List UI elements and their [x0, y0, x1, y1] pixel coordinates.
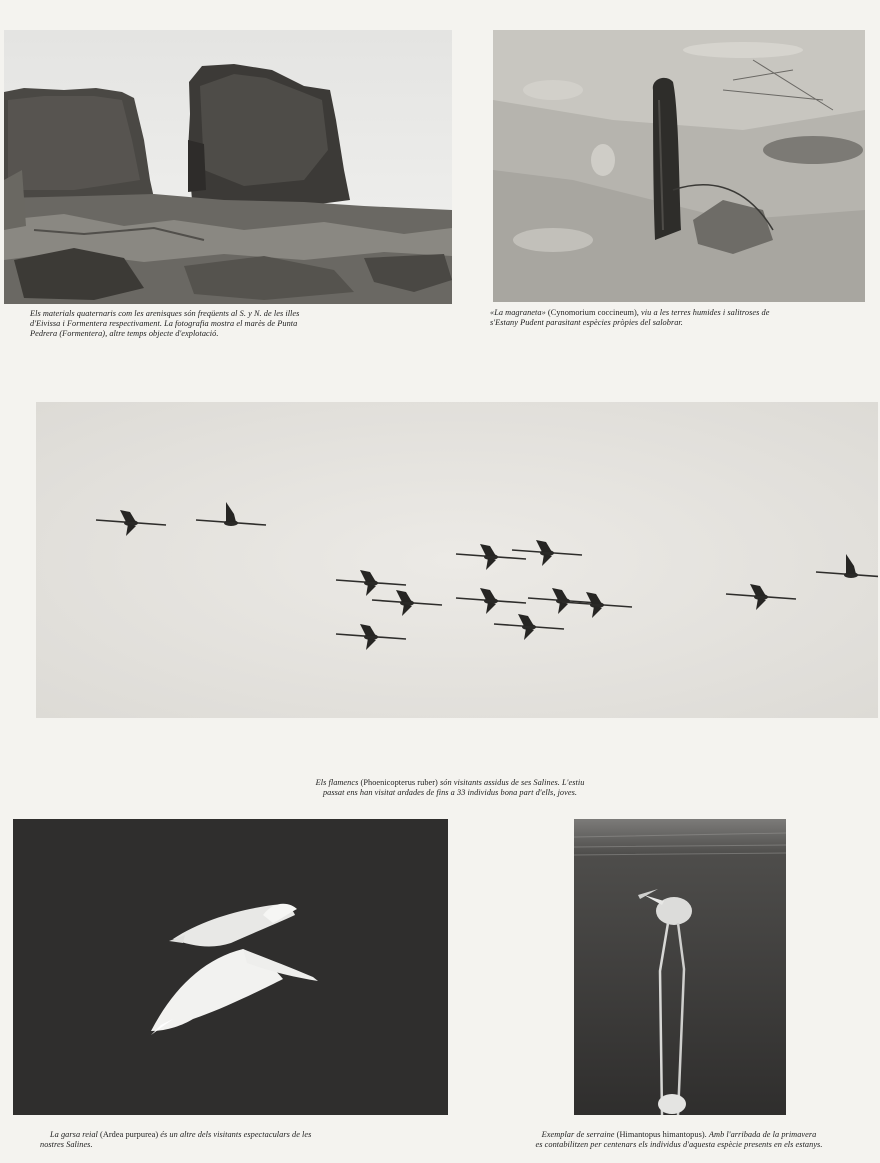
stilt-caption-line-2: es contabilitzen per centenars els individus d'aquesta espècie presents en els estanys.: [535, 1140, 823, 1149]
magraneta-photo: [493, 30, 865, 302]
heron-caption-text: és un altre dels visitants espectaculars de les: [160, 1130, 312, 1139]
stilt-photo: [574, 819, 786, 1115]
magraneta-scientific-name: (Cynomorium coccineum),: [545, 308, 639, 317]
rocks-caption: [30, 309, 430, 339]
flamingos-caption-text: són visitants assidus de ses Salines. L'estiu: [440, 778, 585, 787]
magraneta-caption-line-2: s'Estany Pudent parasitant espècies pròpies del salobrar.: [490, 318, 683, 327]
flamingos-common-name: Els flamencs: [315, 778, 359, 787]
rocks-caption-line-1: Els materials quaternaris com les arenisques són freqüents al S. y N. de les illes: [30, 309, 300, 318]
stilt-caption-line-1: [484, 1130, 874, 1140]
heron-photo: [13, 819, 448, 1115]
magraneta-caption-line-1: [490, 308, 872, 318]
heron-common-name: La garsa reial: [50, 1130, 98, 1139]
rocks-caption-line-2: d'Eivissa i Formentera respectivament. La fotografia mostra el marès de Punta: [30, 319, 298, 328]
heron-caption: [40, 1130, 430, 1150]
heron-caption-line-1: [40, 1130, 430, 1140]
magraneta-common-name: «La magraneta»: [490, 308, 546, 317]
stilt-caption-text: Amb l'arribada de la primavera: [708, 1130, 817, 1139]
magraneta-caption: [490, 308, 872, 328]
magraneta-caption-text: viu a les terres humides i salitroses de: [638, 308, 770, 317]
stilt-caption: [484, 1130, 874, 1150]
flamingos-scientific-name: (Phoenicopterus ruber): [358, 778, 440, 787]
stilt-common-name: Exemplar de serraine: [541, 1130, 615, 1139]
rocks-photo: [4, 30, 452, 304]
rocks-caption-line-3: Pedrera (Formentera), altre temps objecte d'explotació.: [30, 329, 219, 338]
flamingos-caption-line-2: passat ens han visitat ardades de fins a 33 individus bona part d'ells, joves.: [322, 788, 578, 797]
flamingos-caption: [200, 778, 700, 798]
flamingos-photo: [36, 402, 878, 718]
heron-scientific-name: (Ardea purpurea): [97, 1130, 161, 1139]
flamingos-caption-line-1: [200, 778, 700, 788]
stilt-scientific-name: (Himantopus himantopus).: [614, 1130, 709, 1139]
heron-caption-line-2: nostres Salines.: [40, 1140, 93, 1149]
